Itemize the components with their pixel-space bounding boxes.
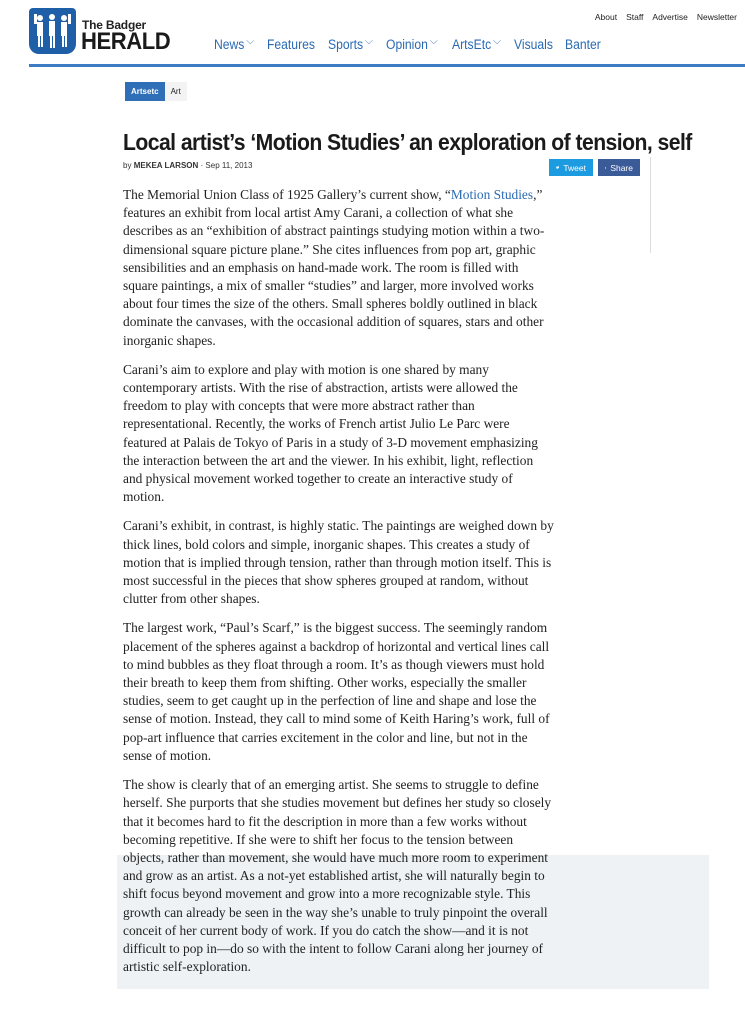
nav-item-opinion[interactable] (386, 37, 438, 52)
utility-nav (595, 12, 737, 22)
article-body (123, 186, 555, 987)
facebook-icon (605, 164, 606, 172)
nav-item-banter[interactable] (565, 37, 601, 52)
share-label: Share (610, 162, 633, 173)
nav-label: Visuals (514, 37, 554, 52)
nav-item-features[interactable] (267, 37, 315, 52)
tag-art[interactable]: Art (165, 82, 187, 101)
logo-text-main: HERALD (81, 28, 171, 55)
chevron-down-icon: ﹀ (492, 40, 501, 50)
logo-text-top: The Badger (82, 18, 147, 32)
tweet-button[interactable] (549, 159, 593, 176)
paragraph-text: ,” features an exhibit from local artist Amy Carani, a collection of what she describes as an “exhibition of abstract paintings studying motion within a two-dimensional square picture plane.” She cites influences from pop art, graphic sensibilities and an emphasis on hand-made work. The room is filled with square paintings, a mix of smaller “studies” and larger, more involved works about four times the size of the others. Small spheres boldly outlined in black dominate the canvases, with the occasional addition of squares, stars and other inorganic shapes. (123, 187, 545, 348)
share-buttons (549, 159, 640, 176)
byline-separator: · (200, 161, 204, 170)
utility-link-staff[interactable]: Staff (626, 12, 644, 22)
article-paragraph: The show is clearly that of an emerging artist. She seems to struggle to define herself. She purports that she studies movement but defines her study so closely that it becomes hard to fit the description in more than a few works without becoming repetitive. If she were to shift her focus to the tension between objects, rather than movement, she would have much more room to experiment and grow as an artist. As a not-yet established artist, she will naturally begin to shift focus beyond movement and grow into a more recognizable style. This growth can already be seen in the way she’s unable to truly pinpoint the overall conceit of her current body of work. If you do catch the show—and it is not difficult to pop in—do so with the intent to follow Carani along her journey of artistic self-exploration. (123, 777, 552, 975)
badger-herald-logo-icon (29, 8, 76, 54)
chevron-down-icon: ﹀ (364, 40, 374, 50)
tag-artsetc[interactable]: Artsetc (125, 82, 165, 101)
nav-label: ArtsEtc (451, 37, 491, 52)
category-tags (125, 82, 187, 101)
main-nav (214, 37, 601, 52)
tweet-label: Tweet (563, 162, 586, 173)
nav-label: Opinion (386, 37, 429, 52)
article-paragraph: Carani’s aim to explore and play with motion is one shared by many contemporary artists. With the rise of abstraction, artists were allowed the freedom to play with concepts that were more abstract rather than representational. Recently, the works of French artist Julio Le Parc were featured at Palais de Tokyo of Paris in a study of 3-D movement emphasizing the interaction between the art and the viewer. In his exhibit, light, reflection and physical movement worked together to create an interactive study of motion. (123, 361, 538, 505)
nav-label: Sports (328, 37, 364, 52)
article-paragraph: The largest work, “Paul’s Scarf,” is the biggest success. The seemingly random placement of the spheres against a backdrop of horizontal and vertical lines call to mind bubbles as they float through a room. It’s as though viewers must hold their breath to keep them from shifting. Other works, especially the smaller studies, seem to get caught up in the perfection of line and shape and lose the sense of motion. Instead, they call to mind some of Keith Haring’s work, full of pop-art influence that carries excitement in the color and line, but not in the sense of motion. (123, 620, 550, 763)
article-paragraph: Carani’s exhibit, in contrast, is highly static. The paintings are weighed down by thick lines, bold colors and simple, inorganic shapes. This creates a study of motion that is implied through tension, rather than through motion itself. This is most successful in the pieces that show spheres grouped at random, without clutter from other shapes. (123, 518, 554, 607)
site-logo[interactable] (29, 8, 169, 54)
author-link[interactable]: MEKEA LARSON (133, 161, 199, 170)
nav-label: Features (266, 37, 315, 52)
nav-label: News (214, 37, 245, 52)
paragraph-text: The Memorial Union Class of 1925 Gallery’s current show, “ (123, 187, 451, 202)
nav-item-sports[interactable] (328, 37, 373, 52)
nav-label: Banter (565, 37, 602, 52)
byline-prefix: by (123, 161, 132, 170)
facebook-share-button[interactable] (598, 159, 640, 176)
chevron-down-icon: ﹀ (429, 40, 438, 50)
nav-item-news[interactable] (214, 37, 254, 52)
article-paragraph (123, 186, 555, 350)
sidebar-divider (650, 157, 651, 253)
nav-item-visuals[interactable] (514, 37, 553, 52)
header-divider (29, 64, 745, 67)
motion-studies-link[interactable]: Motion Studies (450, 187, 534, 202)
publish-date: Sep 11, 2013 (205, 161, 253, 170)
nav-item-artsetc[interactable] (452, 37, 501, 52)
article-title: Local artist’s ‘Motion Studies’ an exploration of tension, self (123, 129, 692, 156)
chevron-down-icon: ﹀ (246, 40, 255, 50)
twitter-icon (556, 164, 559, 171)
utility-link-newsletter[interactable]: Newsletter (696, 12, 737, 22)
utility-link-about[interactable]: About (594, 12, 618, 22)
byline (123, 161, 252, 170)
utility-link-advertise[interactable]: Advertise (652, 12, 688, 22)
